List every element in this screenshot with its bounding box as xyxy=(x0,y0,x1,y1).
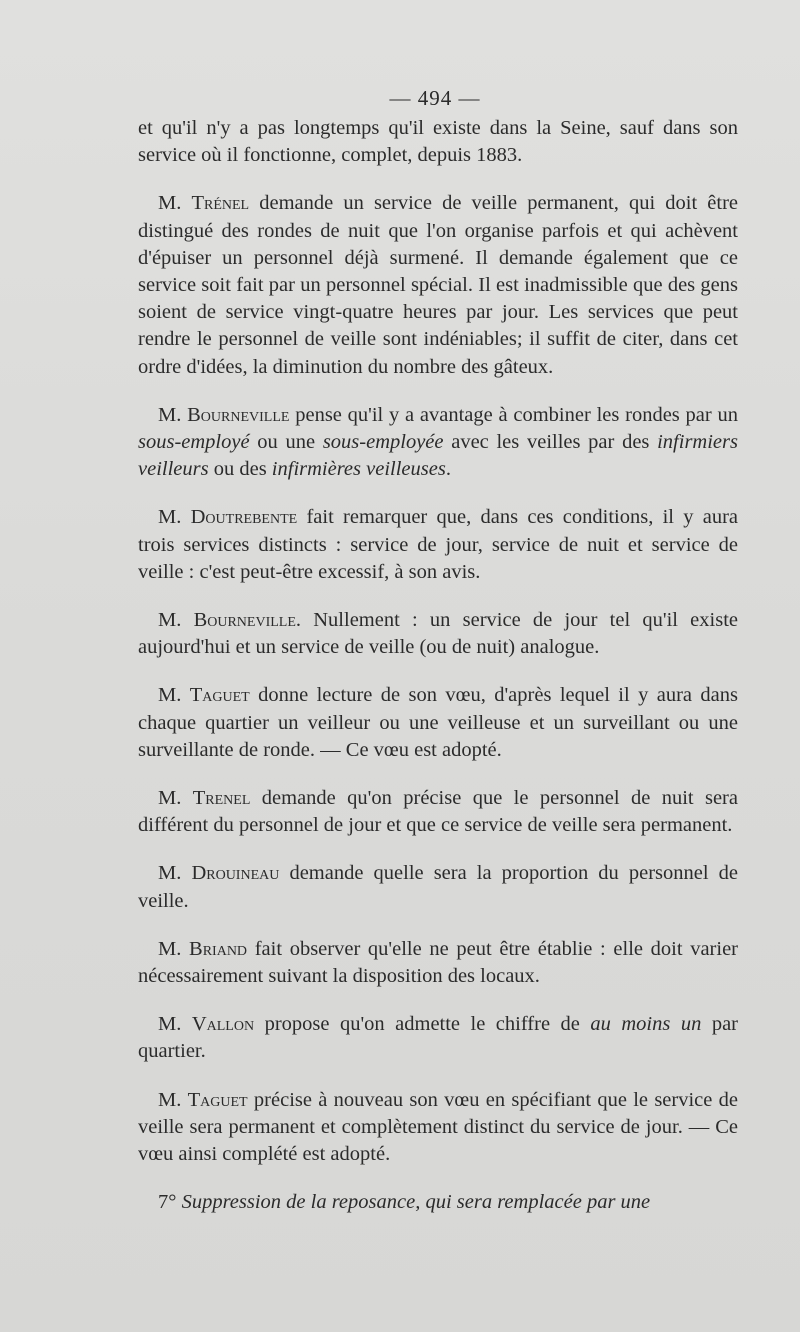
paragraph xyxy=(138,1011,738,1065)
speaker-name: Vallon xyxy=(191,1013,255,1036)
paragraph-text: demande qu'on précise que le personnel de nuit sera différent du personnel de jour et que ce service de veille sera permanent. xyxy=(138,787,738,837)
speaker-name: Taguet xyxy=(189,684,250,707)
italic-text: sous-employée xyxy=(322,431,444,454)
paragraph-text: . Nullement : un service de jour tel qu'il existe aujourd'hui et un service de veille (ou de nuit) analogue. xyxy=(138,609,738,659)
paragraph xyxy=(138,936,738,990)
paragraph xyxy=(138,860,738,914)
paragraph-text: M. xyxy=(158,684,190,707)
paragraph xyxy=(138,607,738,661)
paragraph-text: M. xyxy=(158,192,192,215)
paragraph xyxy=(138,402,738,484)
speaker-name: Doutrebente xyxy=(190,506,298,529)
italic-text: infirmiers veilleurs xyxy=(138,431,738,481)
paragraph-text: M. xyxy=(158,609,194,632)
paragraph-text: propose qu'on admette le chiffre de xyxy=(254,1013,591,1036)
paragraph-text: M. xyxy=(158,787,193,810)
italic-text: infirmières veilleuses xyxy=(271,458,446,481)
speaker-name: Bourneville xyxy=(193,609,296,632)
paragraph-text: M. xyxy=(158,1088,188,1111)
paragraph-text: M. xyxy=(158,506,191,529)
paragraph xyxy=(138,1087,738,1169)
paragraph xyxy=(138,1189,738,1216)
paragraph-text: demande quelle sera la proportion du personnel de veille. xyxy=(138,862,738,912)
paragraph-text: pense qu'il y a avantage à combiner les rondes par un xyxy=(289,403,738,426)
paragraph-text: M. xyxy=(158,862,192,885)
paragraph-text: M. xyxy=(158,403,188,426)
paragraph-text: ou des xyxy=(208,458,272,481)
speaker-name: Bourneville xyxy=(187,403,290,426)
paragraph-text: M. xyxy=(158,937,190,960)
paragraph xyxy=(138,504,738,586)
paragraph-text: fait remarquer que, dans ces conditions, il y aura trois services distincts : service de jour, service de nuit et service de veille : c'est peut-être excessif, à son avis. xyxy=(138,506,739,583)
paragraph xyxy=(138,190,738,380)
paragraph-text: fait observer qu'elle ne peut être établie : elle doit varier nécessairement suivant la disposition des locaux. xyxy=(138,937,738,988)
italic-text: sous-employé xyxy=(138,431,250,454)
body-text xyxy=(138,115,738,1238)
paragraph-text: 7° xyxy=(158,1191,182,1214)
paragraph xyxy=(138,785,738,839)
speaker-name: Briand xyxy=(189,937,248,960)
speaker-name: Trénel xyxy=(191,192,250,215)
speaker-name: Drouineau xyxy=(191,862,280,885)
paragraph-text: avec les veilles par des xyxy=(443,431,658,454)
speaker-name: Trenel xyxy=(192,787,251,810)
paragraph-text: M. xyxy=(158,1013,192,1036)
paragraph-text: ou une xyxy=(249,431,323,454)
paragraph xyxy=(138,682,738,764)
speaker-name: Taguet xyxy=(187,1088,248,1111)
paragraph-text: donne lecture de son vœu, d'après lequel il y aura dans chaque quartier un veilleur ou une veilleuse et un surveillant ou une surveillante de ronde. — Ce vœu est adopté. xyxy=(138,684,738,761)
italic-text: Suppression de la reposance, qui sera remplacée par une xyxy=(181,1191,651,1214)
page-number: — 494 — xyxy=(389,86,481,110)
paragraph-text: et qu'il n'y a pas longtemps qu'il existe dans la Seine, sauf dans son service où il fonctionne, complet, depuis 1883. xyxy=(138,117,738,167)
paragraph-text: demande un service de veille permanent, qui doit être distingué des rondes de nuit que l'on organise parfois et qui achèvent d'épuiser un personnel déjà surmené. Il demande également que ce service soit fait par un personnel spécial. Il est inadmissible que des gens soient de service vingt-quatre heures par jour. Les services que peut rendre le personnel de veille sont indéniables; il suffit de citer, dans cet ordre d'idées, la diminution du nombre des gâteux. xyxy=(138,192,738,378)
paragraph-text: par quartier. xyxy=(138,1013,738,1063)
italic-text: au moins un xyxy=(590,1013,702,1036)
paragraph-text: précise à nouveau son vœu en spécifiant que le service de veille sera permanent et complètement distinct du service de jour. — Ce vœu ainsi complété est adopté. xyxy=(138,1088,739,1166)
paragraph-text: . xyxy=(445,458,451,481)
paragraph xyxy=(138,115,738,169)
